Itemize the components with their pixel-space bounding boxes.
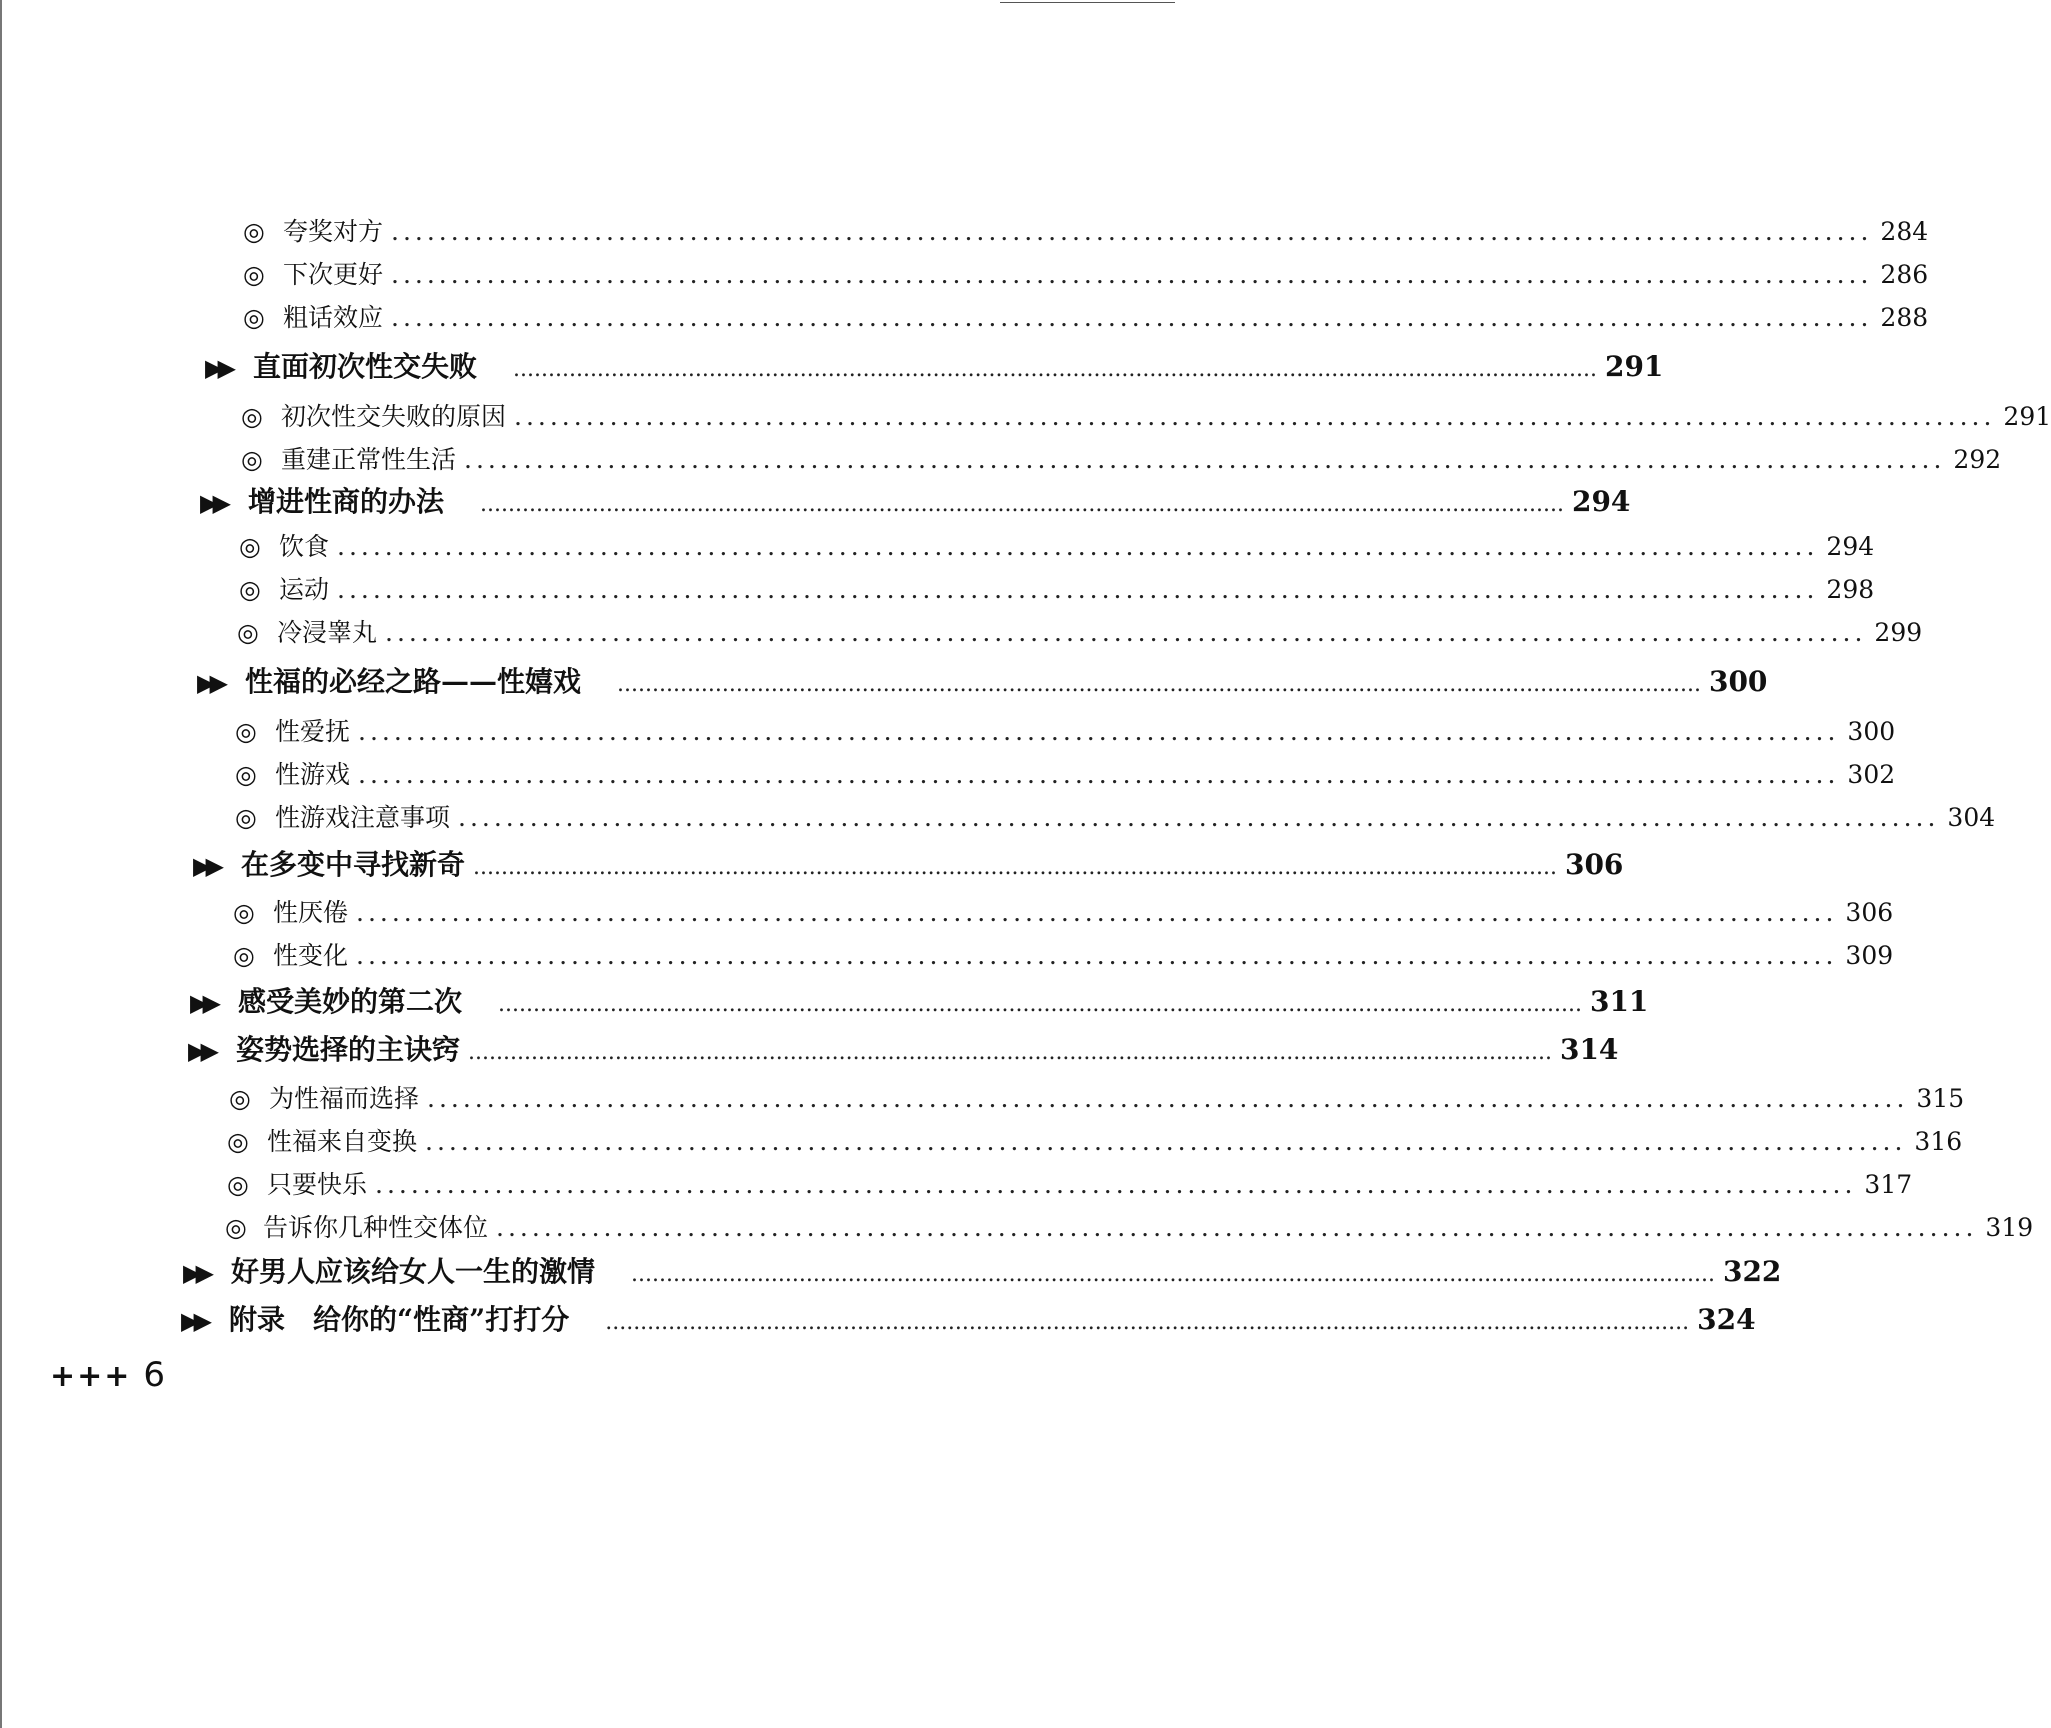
toc-entry-page: 286 bbox=[1880, 260, 1929, 289]
bullet-circle-icon: ◎ bbox=[225, 1213, 247, 1242]
bullet-circle-icon: ◎ bbox=[233, 898, 255, 927]
bullet-circle-icon: ◎ bbox=[227, 1127, 249, 1156]
bullet-circle-icon: ◎ bbox=[239, 575, 261, 604]
toc-chapter-title: 附录 给你的“性商”打打分 bbox=[229, 1303, 570, 1336]
toc-entry-title: 下次更好 bbox=[283, 260, 384, 289]
toc-entry-title: 冷浸睾丸 bbox=[277, 618, 378, 647]
toc-chapter-title: 感受美妙的第二次 bbox=[238, 985, 463, 1018]
toc-entry[interactable] bbox=[225, 1208, 2034, 1244]
dot-leader: ............................................................................................................................ bbox=[358, 760, 1840, 789]
page-number: 6 bbox=[143, 1355, 168, 1395]
toc-entry-page: 316 bbox=[1914, 1127, 1963, 1156]
dot-leader: ........................................................................................................................................................... bbox=[631, 1262, 1715, 1287]
toc-entry-page: 317 bbox=[1864, 1170, 1913, 1199]
toc-entry-page: 291 bbox=[2003, 402, 2051, 431]
toc-entry-title: 粗话效应 bbox=[283, 303, 384, 332]
dot-leader: ............................................................................................................................ bbox=[514, 402, 1996, 431]
dot-leader: ............................................................................................................................ bbox=[425, 1127, 1907, 1156]
dot-leader: ............................................................................................................................ bbox=[337, 575, 1819, 604]
toc-entry[interactable] bbox=[227, 1165, 1913, 1201]
toc-entry[interactable] bbox=[227, 1122, 1963, 1158]
toc-entry[interactable] bbox=[239, 527, 1875, 563]
toc-entry-title: 性变化 bbox=[273, 941, 349, 970]
toc-entry-page: 302 bbox=[1847, 760, 1896, 789]
double-arrow-icon: ▶▶ bbox=[181, 1306, 206, 1335]
toc-entry-title: 性游戏 bbox=[275, 760, 351, 789]
double-arrow-icon: ▶▶ bbox=[183, 1258, 208, 1287]
toc-entry-page: 300 bbox=[1847, 717, 1896, 746]
toc-entry[interactable] bbox=[235, 712, 1896, 748]
dot-leader: ............................................................................................................................ bbox=[337, 532, 1819, 561]
toc-entry-title: 运动 bbox=[279, 575, 330, 604]
toc-entry[interactable] bbox=[243, 255, 1929, 291]
bullet-circle-icon: ◎ bbox=[239, 532, 261, 561]
toc-chapter-title: 姿势选择的主诀窍 bbox=[236, 1033, 461, 1066]
toc-chapter[interactable] bbox=[200, 480, 1631, 520]
toc-entry-title: 初次性交失败的原因 bbox=[281, 402, 507, 431]
dot-leader: ............................................................................................................................ bbox=[375, 1170, 1857, 1199]
toc-entry[interactable] bbox=[233, 936, 1894, 972]
bullet-circle-icon: ◎ bbox=[243, 260, 265, 289]
toc-entry-page: 298 bbox=[1826, 575, 1875, 604]
toc-chapter[interactable] bbox=[193, 843, 1624, 883]
double-arrow-icon: ▶▶ bbox=[190, 988, 215, 1017]
bullet-circle-icon: ◎ bbox=[227, 1170, 249, 1199]
toc-entry-page: 315 bbox=[1916, 1084, 1965, 1113]
toc-entry-title: 重建正常性生活 bbox=[281, 445, 457, 474]
toc-entry-page: 288 bbox=[1880, 303, 1929, 332]
bullet-circle-icon: ◎ bbox=[241, 402, 263, 431]
toc-chapter-page: 324 bbox=[1697, 1303, 1756, 1336]
page-footer bbox=[50, 1355, 167, 1395]
footer-ornament: +++ bbox=[50, 1359, 132, 1394]
dot-leader: ........................................................................................................................................................... bbox=[513, 357, 1597, 382]
double-arrow-icon: ▶▶ bbox=[193, 851, 218, 880]
bullet-circle-icon: ◎ bbox=[229, 1084, 251, 1113]
toc-entry-page: 304 bbox=[1947, 803, 1996, 832]
toc-chapter-page: 306 bbox=[1564, 848, 1624, 881]
toc-chapter-page: 314 bbox=[1559, 1033, 1619, 1066]
dot-leader: ............................................................................................................................ bbox=[458, 803, 1940, 832]
bullet-circle-icon: ◎ bbox=[237, 618, 259, 647]
dot-leader: ............................................................................................................................ bbox=[427, 1084, 1909, 1113]
double-arrow-icon: ▶▶ bbox=[188, 1036, 213, 1065]
toc-chapter[interactable] bbox=[188, 1028, 1619, 1068]
toc-chapter-page: 300 bbox=[1708, 665, 1768, 698]
toc-entry[interactable] bbox=[243, 298, 1929, 334]
dot-leader: ........................................................................................................................................................... bbox=[605, 1310, 1690, 1335]
toc-chapter-title: 好男人应该给女人一生的激情 bbox=[231, 1255, 596, 1288]
dot-leader: ........................................................................................................................................................... bbox=[468, 1040, 1552, 1065]
toc-chapter-page: 311 bbox=[1589, 985, 1649, 1018]
toc-chapter-page: 291 bbox=[1604, 350, 1664, 383]
dot-leader: ............................................................................................................................ bbox=[356, 941, 1838, 970]
toc-entry-page: 319 bbox=[1985, 1213, 2034, 1242]
dot-leader: ............................................................................................................................ bbox=[358, 717, 1840, 746]
toc-chapter[interactable] bbox=[183, 1250, 1782, 1290]
toc-entry-title: 只要快乐 bbox=[267, 1170, 368, 1199]
toc-chapter[interactable] bbox=[190, 980, 1649, 1020]
dot-leader: ........................................................................................................................................................... bbox=[480, 492, 1564, 517]
bullet-circle-icon: ◎ bbox=[235, 803, 257, 832]
bullet-circle-icon: ◎ bbox=[243, 217, 265, 246]
dot-leader: ........................................................................................................................................................... bbox=[498, 992, 1582, 1017]
toc-entry[interactable] bbox=[241, 397, 2051, 433]
dot-leader: ............................................................................................................................ bbox=[385, 618, 1867, 647]
double-arrow-icon: ▶▶ bbox=[200, 488, 225, 517]
toc-entry[interactable] bbox=[239, 570, 1875, 606]
dot-leader: ............................................................................................................................ bbox=[356, 898, 1838, 927]
toc-entry-page: 306 bbox=[1845, 898, 1894, 927]
toc-chapter-page: 294 bbox=[1571, 485, 1631, 518]
toc-entry[interactable] bbox=[233, 893, 1894, 929]
double-arrow-icon: ▶▶ bbox=[205, 353, 230, 382]
bullet-circle-icon: ◎ bbox=[235, 760, 257, 789]
bullet-circle-icon: ◎ bbox=[233, 941, 255, 970]
toc-chapter-page: 322 bbox=[1722, 1255, 1782, 1288]
toc-entry-page: 294 bbox=[1826, 532, 1875, 561]
toc-entry[interactable] bbox=[241, 440, 2002, 476]
toc-chapter-title: 在多变中寻找新奇 bbox=[241, 848, 466, 881]
bullet-circle-icon: ◎ bbox=[243, 303, 265, 332]
double-arrow-icon: ▶▶ bbox=[197, 668, 222, 697]
toc-entry[interactable] bbox=[237, 613, 1923, 649]
toc-entry-title: 夸奖对方 bbox=[283, 217, 384, 246]
toc-entry[interactable] bbox=[229, 1079, 1965, 1115]
toc-chapter[interactable] bbox=[197, 660, 1768, 700]
toc-entry-page: 284 bbox=[1880, 217, 1929, 246]
bullet-circle-icon: ◎ bbox=[235, 717, 257, 746]
toc-entry-title: 告诉你几种性交体位 bbox=[263, 1213, 489, 1242]
toc-chapter-title: 直面初次性交失败 bbox=[253, 350, 478, 383]
toc-chapter-title: 增进性商的办法 bbox=[248, 485, 445, 518]
toc-entry-title: 为性福而选择 bbox=[269, 1084, 420, 1113]
toc-entry-title: 性福来自变换 bbox=[267, 1127, 418, 1156]
dot-leader: ............................................................................................................................ bbox=[391, 217, 1873, 246]
bullet-circle-icon: ◎ bbox=[241, 445, 263, 474]
toc-entry-page: 292 bbox=[1953, 445, 2002, 474]
dot-leader: ........................................................................................................................................................... bbox=[617, 672, 1701, 697]
dot-leader: ............................................................................................................................ bbox=[391, 260, 1873, 289]
toc-entry-title: 性爱抚 bbox=[275, 717, 351, 746]
toc-entry-title: 性厌倦 bbox=[273, 898, 349, 927]
toc-chapter[interactable] bbox=[181, 1298, 1756, 1338]
dot-leader: ............................................................................................................................ bbox=[464, 445, 1946, 474]
toc-entry[interactable] bbox=[235, 755, 1896, 791]
toc-chapter-title: 性福的必经之路——性嬉戏 bbox=[245, 665, 582, 698]
toc-entry-title: 性游戏注意事项 bbox=[275, 803, 451, 832]
toc-entry[interactable] bbox=[235, 798, 1996, 834]
toc-entry-page: 309 bbox=[1845, 941, 1894, 970]
dot-leader: ............................................................................................................................ bbox=[391, 303, 1873, 332]
toc-entry[interactable] bbox=[243, 212, 1929, 248]
dot-leader: ............................................................................................................................ bbox=[496, 1213, 1978, 1242]
toc-entry-page: 299 bbox=[1874, 618, 1923, 647]
toc-entry-title: 饮食 bbox=[279, 532, 330, 561]
dot-leader: ........................................................................................................................................................... bbox=[473, 855, 1557, 880]
toc-chapter[interactable] bbox=[205, 345, 1664, 385]
